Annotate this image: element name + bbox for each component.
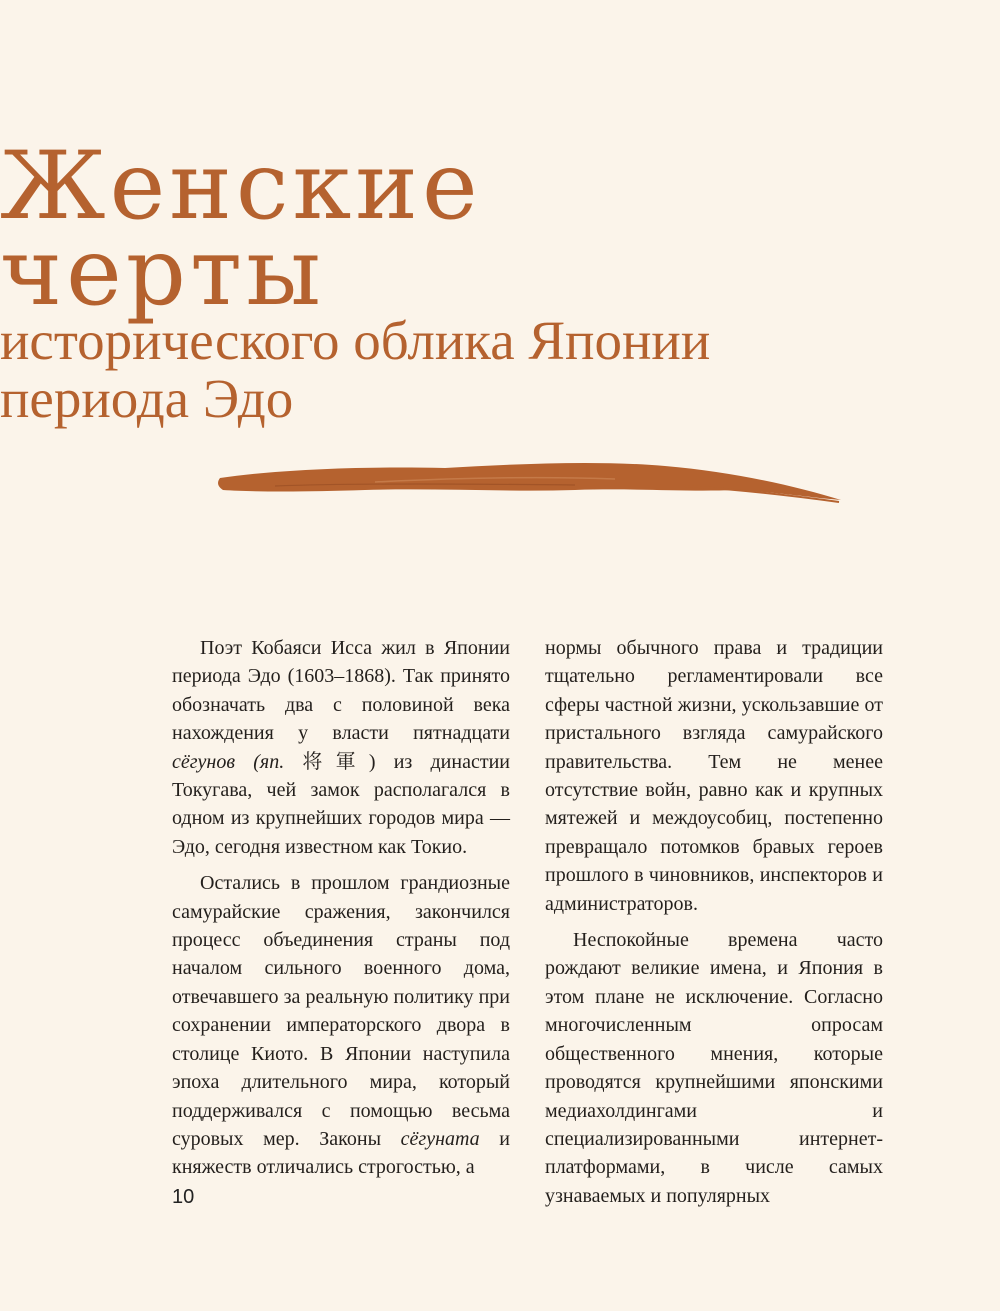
title-line-1: Женские — [0, 132, 482, 241]
text-run: 将軍) из династии Токугава, чей замок располагался в одном из крупнейших городов мира — Эдо, сегодня известном как Токио. — [172, 750, 510, 858]
text-run: и княжеств отличались строгостью, а — [172, 1127, 511, 1179]
left-paragraph-1 — [172, 634, 510, 861]
right-paragraph-1: нормы обычного права и традиции тщательно регламентировали все сферы частной жизни, ускользавшие от пристального взгляда самурайского правительства. Тем не менее отсутствие войн, равно как и крупных мятежей и междоусобиц, постепенно превращало потомков бравых героев прошлого в чиновников, инспекторов и администраторов. — [545, 637, 883, 915]
text-run-italic: сёгуната — [400, 1127, 480, 1150]
subtitle-line-2: периода Эдо — [0, 368, 294, 429]
right-paragraph-2: Неспокойные времена часто рождают великие имена, и Япония в этом плане не исключение. Согласно многочисленным опросам общественного мнения, которые проводятся крупнейшими японскими медиахолдингами и специализированными интернет-платформами, в числе самых узнаваемых и популярных — [545, 929, 883, 1207]
brush-stroke-divider — [215, 452, 845, 522]
text-run-italic: сёгунов (яп. — [172, 750, 285, 773]
text-run: Остались в прошлом грандиозные самурайские сражения, закончился процесс объединения страны под началом сильного военного дома, отвечавшего за реальную политику при сохранении императорского двора в столице Киото. В Японии наступила эпоха длительного мира, который поддерживался с помощью весьма суровых мер. Законы — [172, 872, 510, 1150]
subtitle-line-1: исторического облика Японии — [0, 310, 711, 371]
left-paragraph-2 — [172, 869, 510, 1181]
page-number: 10 — [172, 1186, 195, 1208]
right-text-column — [545, 634, 883, 1210]
text-run: Поэт Кобаяси Исса жил в Японии периода Эдо (1603–1868). Так принято обозначать два с половиной века нахождения у власти пятнадцати — [172, 637, 510, 745]
title-line-2: черты — [0, 218, 325, 327]
left-text-column — [172, 634, 510, 1182]
